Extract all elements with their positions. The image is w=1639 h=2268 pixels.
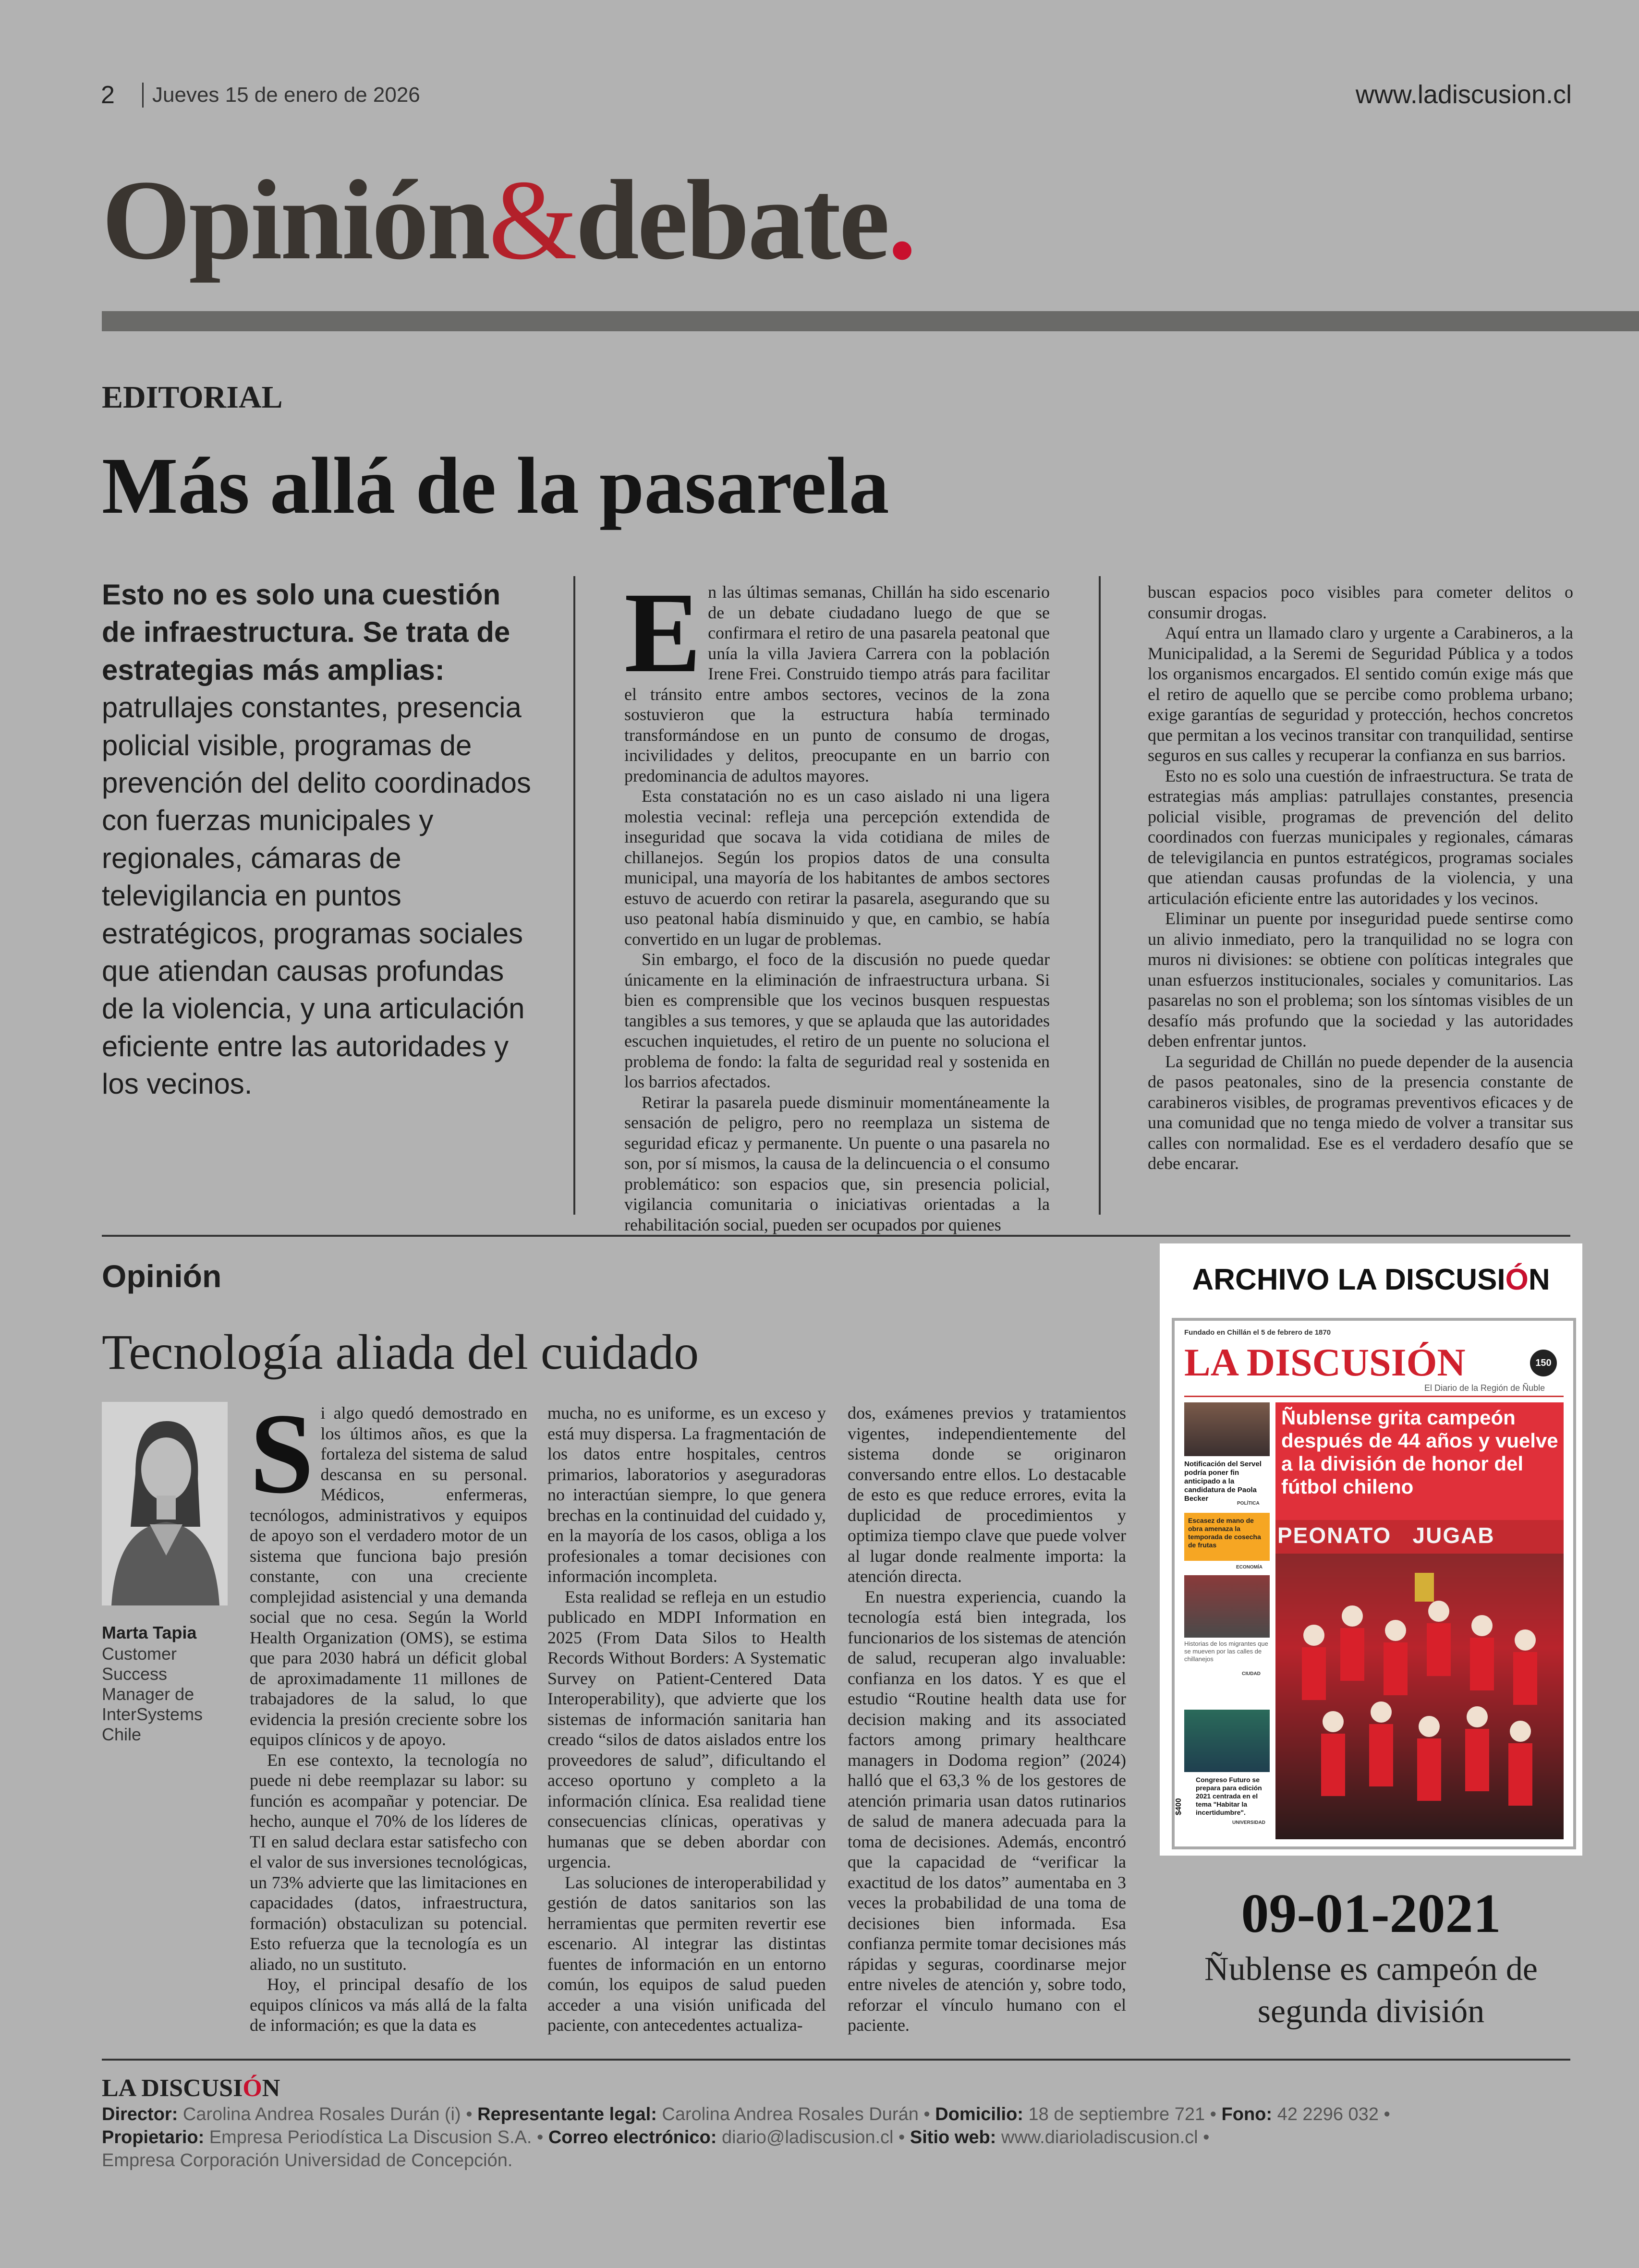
footer-rule — [102, 2059, 1570, 2061]
paper-side-section-2: ECONOMÍA — [1236, 1565, 1263, 1570]
archive-front-page[interactable] — [1172, 1318, 1576, 1849]
footer-line-1: Director: Carolina Andrea Rosales Durán (i) • Representante legal: Carolina Andrea Rosales Durán • Domicilio: 18 de septiembre 721 • Fono: 42 2296 032 • — [102, 2104, 1390, 2124]
editorial-lead — [102, 576, 534, 1103]
opinion-paragraph: Esta realidad se refleja en un estudio publicado en MDPI Information en 2025 (From Data Silos to Health Records Without Borders: A Systematic Survey on Patient-Centered Data Interoperability), que advierte que los sistemas de información sanitaria han creado “silos de datos aislados entre los proveedores de salud”, dificultando el acceso oportuno y completo a la información clínica. Esa realidad tiene consecuencias clínicas, operativas y humanas que se deben abordar con urgencia. — [547, 1587, 826, 1871]
opinion-paragraph: mucha, no es uniforme, es un exceso y está muy dispersa. La fragmentación de los datos entre hospitales, centros primarios, laboratorios y aseguradoras no interactúan siempre, lo que genera brechas en la continuidad del cuidado y, en la mayoría de los casos, obliga a los profesionales a tomar decisiones con información incompleta. — [547, 1403, 826, 1586]
horizontal-rule — [102, 1235, 1570, 1237]
section-title-amp: & — [488, 157, 576, 283]
opinion-column-3 — [848, 1403, 1126, 2036]
editorial-paragraph: Eliminar un puente por inseguridad puede sentirse como un alivio inmediato, pero la tranquilidad no se logra con muros ni divisiones: se obtiene con políticas integrales que unan esfuerzos institucionales, sociales y comunitarios. Las pasarelas no son el problema; son los síntomas visibles de un desafío más profundo que la sociedad y las autoridades deben enfrentar juntos. — [1148, 909, 1573, 1050]
opinion-paragraph: dos, exámenes previos y tratamientos vigentes, independientemente del sistema donde se originaron conversando entre ellos. Lo destacable de esto es que reduce errores, evita la duplicidad de procedimientos y optimiza tiempo clave que puede volver al lugar donde realmente importa: la atención directa. — [848, 1403, 1126, 1586]
opinion-paragraph: En ese contexto, la tecnología no puede ni debe reemplazar su labor: su función es acompañar y potenciar. De hecho, aunque el 70% de los líderes de TI en salud declara estar satisfecho con el valor de sus inversiones tecnológicas, un 73% advierte que las limitaciones en capacidades (datos, infraestructura, formación) obstaculizan su potencial. Esto refuerza que la tecnología es un aliado, no un sustituto. — [250, 1750, 527, 1974]
section-title-part1: Opinión — [102, 157, 489, 283]
footer-line-3: Empresa Corporación Universidad de Concepción. — [102, 2150, 513, 2171]
editorial-paragraph: Retirar la pasarela puede disminuir momentáneamente la sensación de peligro, pero no reemplaza un sistema de seguridad eficaz y permanente. Un puente o una pasarela no son, por sí mismos, la causa de la delincuencia o el consumo problemático: son espacios que, sin presencia policial, vigilancia comunitaria o iniciativas orientadas a la rehabilitación social, pueden ser ocupados por quienes — [624, 1092, 1050, 1234]
paper-founded: Fundado en Chillán el 5 de febrero de 1870 — [1184, 1328, 1331, 1337]
archive-date: 09-01-2021 — [1241, 1883, 1501, 1944]
opinion-paragraph: Hoy, el principal desafío de los equipos clínicos va más allá de la falta de información; es que la data es — [250, 1975, 527, 2035]
editorial-lead-bold: Esto no es solo una cuestión de infraestructura. Se trata de estrategias más amplias: — [102, 579, 510, 686]
author-role: Customer Success Manager de InterSystems Chile — [102, 1644, 203, 1744]
footer-credits — [102, 2103, 1542, 2172]
paper-banner-text: PEONATO JUGAB — [1277, 1523, 1495, 1548]
editorial-paragraph: Sin embargo, el foco de la discusión no puede quedar únicamente en la eliminación de infraestructura urbana. Si bien es comprensible que los vecinos busquen respuestas tangibles a sus temores, y que se aplauda que las autoridades escuchen inquietudes, el retiro de un puente no soluciona el problema de fondo: la falta de seguridad real y sostenida en los barrios afectados. — [624, 950, 1050, 1091]
section-title-part2: debate — [575, 157, 888, 283]
author-portrait-icon — [102, 1402, 228, 1605]
editorial-paragraph: Esto no es solo una cuestión de infraestructura. Se trata de estrategias más amplias: patrullajes constantes, presencia policial visible, programas de prevención del delito coordinados con fuerzas municipales y regionales, cámaras de televigilancia en puntos estratégicos, programas sociales que atiendan causas profundas de la violencia, y una articulación eficiente entre las autoridades y los vecinos. — [1148, 766, 1573, 908]
column-divider — [573, 576, 575, 1215]
paper-side-story-4: Congreso Futuro se prepara para edición 2021 centrada en el tema "Habitar la incertidumbre". — [1196, 1776, 1262, 1816]
paper-main-photo — [1275, 1520, 1564, 1839]
editorial-headline: Más allá de la pasarela — [102, 441, 889, 531]
archive-title: ARCHIVO LA DISCUSIÓN — [1192, 1263, 1550, 1296]
anniversary-badge: 150 — [1530, 1350, 1557, 1376]
page-number: 2 — [101, 81, 115, 109]
paper-main-headline: Ñublense grita campeón después de 44 años y vuelve a la división de honor del fútbol chileno — [1281, 1406, 1558, 1498]
section-title-dot: . — [887, 157, 915, 283]
footer-logo: LA DISCUSIÓN — [102, 2075, 280, 2102]
editorial-dropcap: E — [624, 568, 702, 696]
paper-side-section-3: CIUDAD — [1242, 1671, 1261, 1677]
opinion-column-1 — [250, 1389, 527, 2036]
paper-rule — [1184, 1396, 1564, 1397]
editorial-column-1 — [624, 568, 1050, 1235]
paper-photo-1 — [1184, 1402, 1270, 1456]
paper-side-story-3: Historias de los migrantes que se mueven por las calles de chillanejos — [1184, 1640, 1268, 1663]
paper-photo-3 — [1184, 1575, 1270, 1638]
opinion-dropcap: S — [250, 1389, 314, 1517]
issue-date: Jueves 15 de enero de 2026 — [142, 83, 420, 108]
paper-side-section-4: UNIVERSIDAD — [1232, 1820, 1265, 1825]
opinion-paragraph: Las soluciones de interoperabilidad y gestión de datos sanitarios son las herramientas que permiten revertir ese escenario. Al integrar las distintas fuentes de información en un entorno común, los equipos de salud pueden acceder a una visión unificada del paciente, con antecedentes actualiza- — [547, 1872, 826, 2035]
paper-logo: LA DISCUSIÓN — [1184, 1340, 1466, 1384]
editorial-kicker: EDITORIAL — [102, 380, 283, 415]
paper-side-story-1: Notificación del Servel podría poner fin anticipado a la candidatura de Paola Becker — [1184, 1460, 1262, 1503]
editorial-paragraph: La seguridad de Chillán no puede depender de la ausencia de pasos peatonales, sino de la presencia constante de carabineros visibles, de programas preventivos eficaces y de una comunidad que no tenga miedo de volver a transitar sus calles con normalidad. Ese es el verdadero desafío que se debe encarar. — [1148, 1051, 1573, 1173]
paper-photo-4 — [1184, 1710, 1270, 1772]
paper-tagline: El Diario de la Región de Ñuble — [1424, 1383, 1545, 1393]
editorial-paragraph: Esta constatación no es un caso aislado ni una ligera molestia vecinal: refleja una percepción extendida de inseguridad que socava la vida cotidiana de miles de chillanejos. Según los propios datos de una consulta municipal, una mayoría de los habitantes de ambos sectores estuvo de acuerdo con retirar la pasarela, asegurando que su uso peatonal había disminuido y que, en cambio, se había convertido en un lugar de problemas. — [624, 786, 1050, 949]
section-title — [102, 157, 915, 283]
team-celebration-icon — [1275, 1520, 1564, 1839]
opinion-paragraph: Si algo quedó demostrado en los últimos años, es que la fortaleza del sistema de salud descansa en su personal. Médicos, enfermeras, tecnólogos, administrativos y equipos de apoyo son el verdadero motor de un sistema que funciona bajo presión constante, con una creciente complejidad asistencial y una demanda social que no cesa. Según la World Health Organization (OMS), se estima que para 2030 habrá un déficit global de aproximadamente 11 millones de trabajadores de la salud, lo que evidencia la presión creciente sobre los equipos clínicos y de apoyo. — [250, 1389, 527, 1749]
editorial-paragraph: En las últimas semanas, Chillán ha sido escenario de un debate ciudadano luego de que se confirmara el retiro de una pasarela peatonal que unía la villa Javiera Carrera con la población Irene Frei. Construido tiempo atrás para facilitar el tránsito entre ambos sectores, vecinos de la zona sostuvieron que la estructura había terminado transformándose en un punto de consumo de drogas, incivilidades y delitos, preocupante en un barrio con predominancia de adultos mayores. — [624, 568, 1050, 785]
footer-line-2: Propietario: Empresa Periodística La Discusion S.A. • Correo electrónico: diario@ladiscusion.cl • Sitio web: www.diarioladiscusion.cl • — [102, 2127, 1210, 2147]
section-divider-bar — [102, 311, 1639, 331]
archive-caption: Ñublense es campeón de segunda división — [1204, 1951, 1538, 2030]
opinion-column-2 — [547, 1403, 826, 2036]
editorial-paragraph: Aquí entra un llamado claro y urgente a Carabineros, a la Municipalidad, a la Seremi de Seguridad Pública y a todos los organismos encargados. El sentido común exige más que el retiro de aquello que se percibe como problema urbano; exige garantías de seguridad y protección, hechos concretos que permitan a los vecinos transitar con tranquilidad, sentirse seguros en sus calles y recuperar la confianza en sus barrios. — [1148, 623, 1573, 765]
editorial-lead-rest: patrullajes constantes, presencia policial visible, programas de prevención del delito coordinados con fuerzas municipales y regionales, cámaras de televigilancia en puntos estratégicos, programas sociales que atiendan causas profundas de la violencia, y una articulación eficiente entre las autoridades y los vecinos. — [102, 691, 531, 1100]
author-name: Marta Tapia — [102, 1623, 197, 1642]
editorial-column-2 — [1148, 582, 1573, 1174]
column-divider — [1099, 576, 1101, 1215]
website-link[interactable]: www.ladiscusion.cl — [1355, 80, 1572, 109]
paper-side-section-1: POLÍTICA — [1237, 1501, 1260, 1506]
opinion-headline: Tecnología aliada del cuidado — [102, 1325, 699, 1380]
paper-price: $400 — [1175, 1798, 1183, 1815]
author-photo — [102, 1402, 228, 1605]
opinion-kicker: Opinión — [102, 1258, 222, 1294]
paper-side-story-2: Escasez de mano de obra amenaza la temporada de cosecha de frutas — [1188, 1517, 1261, 1549]
opinion-paragraph: En nuestra experiencia, cuando la tecnología está bien integrada, los funcionarios de los sistemas de atención de salud, recuperan algo invaluable: confianza en los datos. Y es que el estudio “Routine health data use for decision making and its associated factors among primary healthcare managers in Dodoma region” (2024) halló que el 63,3 % de los gestores de atención primaria usan datos rutinarios de salud de manera adecuada para la toma de decisiones. Además, encontró que la capacidad de “verificar la exactitud de los datos” aumentaba en 3 veces la probabilidad de una toma de decisiones bien informada. Esa confianza permite tomar decisiones más rápidas y seguras, coordinarse mejor entre niveles de atención y, sobre todo, reforzar el vínculo humano con el paciente. — [848, 1587, 1126, 2035]
editorial-paragraph: buscan espacios poco visibles para cometer delitos o consumir drogas. — [1148, 582, 1573, 622]
